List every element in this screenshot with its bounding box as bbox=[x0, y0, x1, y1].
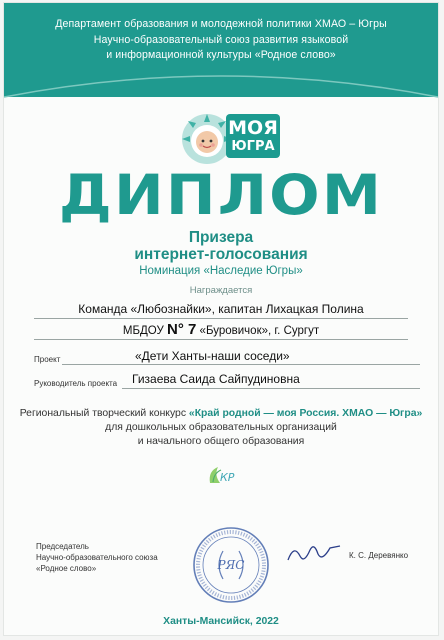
supervisor-underline bbox=[122, 388, 420, 389]
kr-logo-icon bbox=[204, 463, 244, 487]
school-underline bbox=[34, 339, 408, 340]
contest-line-1 bbox=[4, 407, 438, 421]
seal-text: РЯС bbox=[217, 558, 245, 572]
nomination: Номинация «Наследие Югры» bbox=[139, 265, 303, 277]
round-seal-icon bbox=[191, 525, 271, 605]
moya-yugra-logo bbox=[180, 110, 284, 166]
supervisor-label: Руководитель проекта bbox=[34, 379, 118, 388]
awarded-label: Награждается bbox=[189, 285, 253, 296]
header-line-3: и информационной культуры «Родное слово» bbox=[106, 49, 336, 61]
signatory-line-3: «Родное слово» bbox=[36, 564, 97, 573]
header-line-1: Департамент образования и молодежной политики ХМАО – Югры bbox=[55, 18, 387, 30]
logo-word-yugra: ЮГРА bbox=[231, 139, 275, 154]
diploma-sheet bbox=[4, 3, 438, 635]
header-wave bbox=[4, 63, 438, 103]
team-underline bbox=[34, 318, 408, 319]
signatory-line-1: Председатель bbox=[36, 542, 89, 551]
signature-icon bbox=[284, 538, 344, 568]
school-suffix: «Буровичок», г. Сургут bbox=[199, 325, 320, 337]
kr-logo-text: КР bbox=[220, 471, 235, 484]
recipient-team: Команда «Любознайки», капитан Лихацкая Полина bbox=[78, 302, 364, 316]
project-label: Проект bbox=[34, 355, 61, 364]
project-value: «Дети Ханты-наши соседи» bbox=[135, 349, 290, 363]
supervisor-value: Гизаева Саида Сайпудиновна bbox=[132, 372, 300, 386]
school-prefix: МБДОУ bbox=[122, 325, 164, 337]
logo-text-box bbox=[226, 114, 280, 158]
subtitle-voting: интернет-голосования bbox=[134, 246, 308, 263]
signatory-line-2: Научно-образовательного союза bbox=[36, 553, 158, 562]
subtitle-prize: Призера bbox=[188, 229, 254, 246]
contest-name: «Край родной — моя Россия. ХМАО — Югра» bbox=[188, 408, 423, 419]
contest-line-3: и начального общего образования bbox=[137, 436, 305, 447]
signatory-name: К. С. Деревянко bbox=[349, 551, 409, 560]
project-underline bbox=[62, 364, 420, 365]
diploma-title: ДИПЛОМ bbox=[58, 163, 384, 227]
school-number: N° 7 bbox=[167, 321, 197, 338]
contest-line-2: для дошкольных образовательных организаций bbox=[105, 422, 337, 433]
recipient-school bbox=[4, 321, 438, 338]
logo-word-moya: МОЯ bbox=[228, 117, 278, 139]
signatory-block bbox=[36, 541, 158, 574]
contest-prefix: Региональный творческий конкурс bbox=[19, 408, 187, 419]
header-line-2: Научно-образовательный союз развития языковой bbox=[93, 34, 349, 46]
footer-city-year: Ханты-Мансийск, 2022 bbox=[163, 616, 279, 627]
